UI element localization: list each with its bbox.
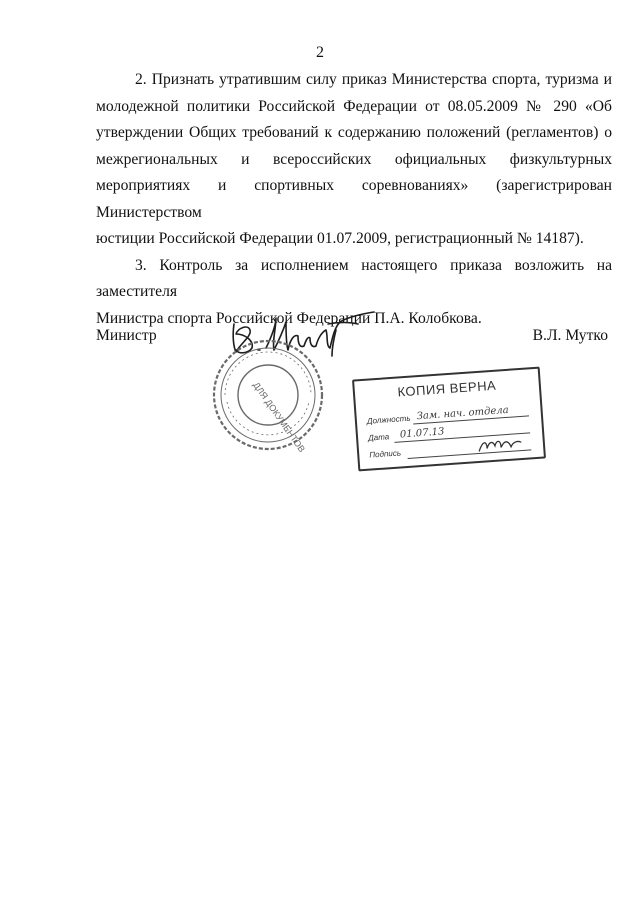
stamp-position-label: Должность bbox=[366, 413, 411, 426]
text-line: межрегиональных и всероссийских официальных физкультурных bbox=[96, 150, 612, 168]
signatory-name: В.Л. Мутко bbox=[532, 327, 608, 344]
text-line: молодежной политики Российской Федерации от 08.05.2009 № 290 «Об bbox=[96, 97, 612, 115]
text-line: 2. Признать утратившим силу приказ Министерства спорта, туризма и bbox=[135, 71, 612, 88]
signatory-title: Министр bbox=[96, 327, 157, 344]
stamp-signature-label: Подпись bbox=[369, 448, 402, 460]
stamp-date-label: Дата bbox=[367, 432, 390, 443]
text-line: юстиции Российской Федерации 01.07.2009, регистрационный № 14187). bbox=[96, 230, 584, 247]
stamp-position-value: Зам. нач. отдела bbox=[416, 404, 509, 423]
page-number: 2 bbox=[316, 44, 324, 61]
round-seal bbox=[203, 336, 333, 454]
stamp-date-value: 01.07.13 bbox=[399, 426, 445, 441]
text-line: утверждении Общих требований к содержанию положений (регламентов) о bbox=[96, 124, 612, 141]
text-line: Министра спорта Российской Федерации П.А. Колобкова. bbox=[96, 309, 482, 327]
certification-stamp bbox=[352, 367, 546, 472]
stamp-title: КОПИЯ ВЕРНА bbox=[397, 377, 497, 400]
text-line: 3. Контроль за исполнением настоящего приказа возложить на заместителя bbox=[96, 256, 612, 300]
seal-inner-text: ДЛЯ ДОКУМЕНТОВ bbox=[251, 380, 308, 454]
paragraph-2 bbox=[96, 67, 612, 253]
document-body bbox=[96, 67, 612, 332]
text-line: мероприятиях и спортивных соревнованиях» (зарегистрирован Министерством bbox=[96, 177, 612, 221]
stamp-signature-scribble bbox=[476, 434, 523, 455]
